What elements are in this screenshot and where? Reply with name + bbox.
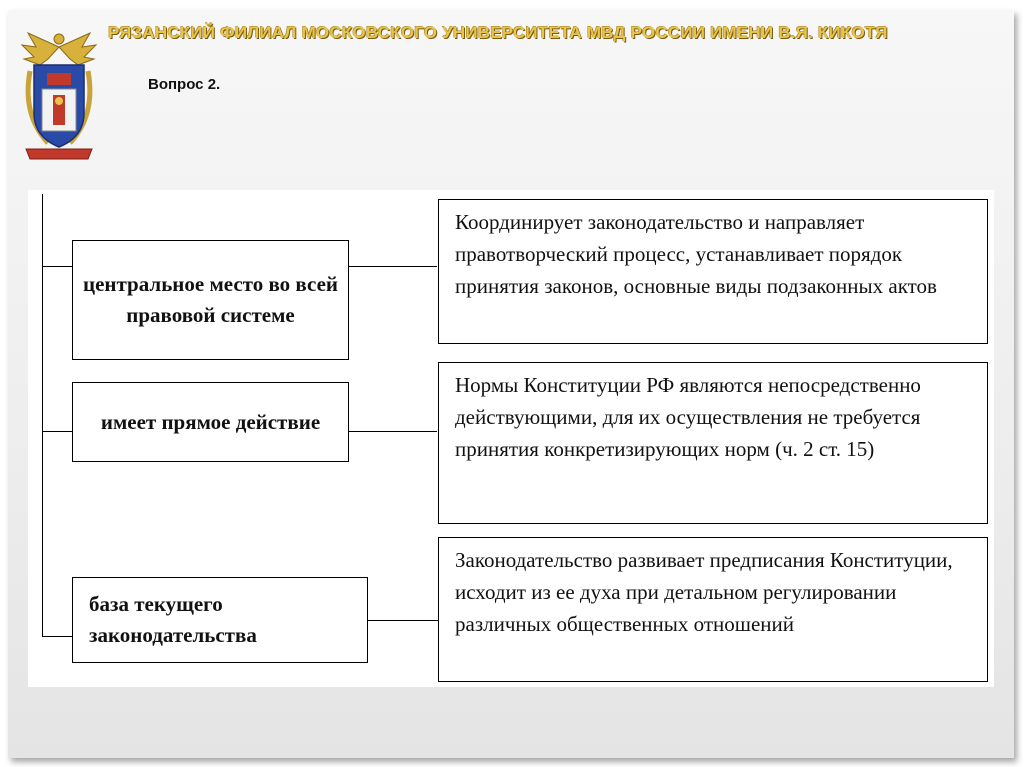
description-text-2: Нормы Конституции РФ являются непосредственно действующими, для их осуществления не требуется принятия конкретизирующих норм (ч. 2 ст. 15) xyxy=(455,373,921,461)
label-text-1: центральное место во всей правовой системе xyxy=(82,272,339,327)
description-text-1: Координирует законодательство и направляет правотворческий процесс, устанавливает порядок принятия законов, основные виды подзаконных актов xyxy=(455,210,937,298)
label-box-1 xyxy=(72,240,349,360)
emblem-icon xyxy=(18,25,100,163)
connector-left-2 xyxy=(42,431,76,432)
label-text-2: имеет прямое действие xyxy=(100,409,321,434)
connector-left-1 xyxy=(42,266,76,267)
page-title: РЯЗАНСКИЙ ФИЛИАЛ МОСКОВСКОГО УНИВЕРСИТЕТА МВД РОССИИ ИМЕНИ В.Я. КИКОТЯ xyxy=(108,23,888,42)
description-box-2 xyxy=(438,362,988,524)
connector-right-3 xyxy=(368,620,438,621)
description-text-3: Законодательство развивает предписания Конституции, исходит из ее духа при детальном регулировании различных общественных отношений xyxy=(455,548,953,636)
description-box-3 xyxy=(438,537,988,682)
slide xyxy=(8,10,1014,758)
diagram xyxy=(28,190,994,687)
label-box-2 xyxy=(72,382,349,462)
connector-right-1 xyxy=(349,266,437,267)
connector-right-2 xyxy=(349,431,437,432)
label-text-3: база текущего законодательства xyxy=(89,592,257,647)
question-label: Вопрос 2. xyxy=(148,76,221,93)
description-box-1 xyxy=(438,199,988,344)
connector-left-3 xyxy=(42,636,76,637)
connector-vertical xyxy=(42,194,43,636)
label-box-3 xyxy=(72,577,368,663)
